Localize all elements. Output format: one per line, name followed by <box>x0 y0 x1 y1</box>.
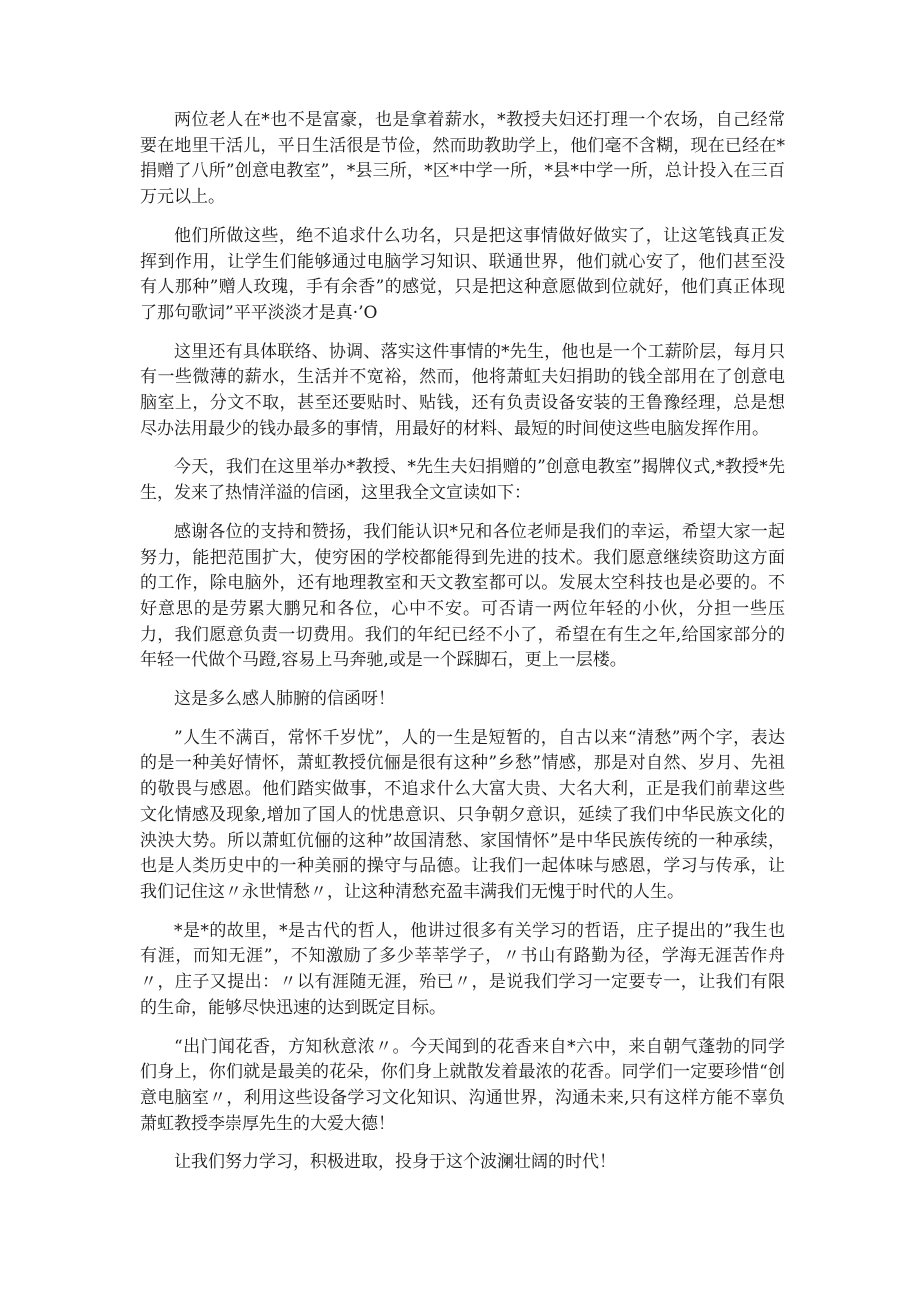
paragraph: *是*的故里，*是古代的哲人，他讲过很多有关学习的哲语，庄子提出的”我生也有涯，而知无涯”，不知激励了多少莘莘学子，〃书山有路勤为径，学海无涯苦作舟〃，庄子又提出：〃以有涯随无涯，殆已〃，是说我们学习一定要专一，让我们有限的生命，能够尽快迅速的达到既定目标。 <box>140 920 785 1018</box>
paragraph: 感谢各位的支持和赞扬，我们能认识*兄和各位老师是我们的幸运，希望大家一起努力，能把范围扩大，使穷困的学校都能得到先进的技术。我们愿意继续资助这方面的工作，除电脑外，还有地理教室和天文教室都可以。发展太空科技也是必要的。不好意思的是劳累大鹏兄和各位，心中不安。可否请一两位年轻的小伙，分担一些压力，我们愿意负责一切费用。我们的年纪已经不小了，希望在有生之年,给国家部分的年轻一代做个马蹬,容易上马奔驰,或是一个踩脚石，更上一层楼。 <box>140 521 785 671</box>
paragraph: 他们所做这些，绝不追求什么功名，只是把这事情做好做实了，让这笔钱真正发挥到作用，让学生们能够通过电脑学习知识、联通世界，他们就心安了，他们甚至没有人那种”赠人玫瑰，手有余香”的感觉，只是把这种意愿做到位就好，他们真正体现了那句歌词”平平淡淡才是真·’O <box>140 225 785 323</box>
document-body <box>140 108 785 1189</box>
paragraph: 两位老人在*也不是富豪，也是拿着薪水，*教授夫妇还打理一个农场，自己经常要在地里干活儿，平日生活很是节俭，然而助教助学上，他们毫不含糊，现在已经在*捐赠了八所”创意电教室”，*县三所，*区*中学一所，*县*中学一所，总计投入在三百万元以上。 <box>140 110 785 208</box>
paragraph: ”人生不满百，常怀千岁忧”，人的一生是短暂的，自古以来“清愁”两个字，表达的是一种美好情怀，萧虹教授伉俪是很有这种”乡愁”情感，那是对自然、岁月、先祖的敬畏与感恩。他们踏实做事，不追求什么大富大贵、大名大利，正是我们前辈这些文化情感及现象,增加了国人的忧患意识、只争朝夕意识，延续了我们中华民族文化的泱泱大势。所以萧虹伉俪的这种”故国清愁、家国情怀”是中华民族传统的一种承续，也是人类历史中的一种美丽的操守与品德。让我们一起体味与感恩，学习与传承，让我们记住这〃永世情愁〃，让这种清愁充盈丰满我们无愧于时代的人生。 <box>140 727 785 902</box>
paragraph: 这是多么感人肺腑的信函呀！ <box>174 689 395 710</box>
paragraph: “出门闻花香，方知秋意浓〃。今天闻到的花香来自*六中，来自朝气蓬勃的同学们身上，你们就是最美的花朵，你们身上就散发着最浓的花香。同学们一定要珍惜“创意电脑室〃，利用这些设备学习文化知识、沟通世界，沟通未来,只有这样方能不辜负萧虹教授李崇厚先生的大爱大德！ <box>140 1036 785 1134</box>
paragraph: 今天，我们在这里举办*教授、*先生夫妇捐赠的”创意电教室”揭牌仪式,*教授*先生，发来了热情洋溢的信函，这里我全文宣读如下： <box>140 457 785 504</box>
paragraph: 让我们努力学习，积极进取，投身于这个波澜壮阔的时代！ <box>174 1152 616 1173</box>
paragraph: 这里还有具体联络、协调、落实这件事情的*先生，他也是一个工薪阶层，每月只有一些微薄的薪水，生活并不宽裕，然而，他将萧虹夫妇捐助的钱全部用在了创意电脑室上，分文不取，甚至还要贴时、贴钱，还有负责设备安装的王鲁豫经理，总是想尽办法用最少的钱办最多的事情，用最好的材料、最短的时间使这些电脑发挥作用。 <box>140 341 785 439</box>
